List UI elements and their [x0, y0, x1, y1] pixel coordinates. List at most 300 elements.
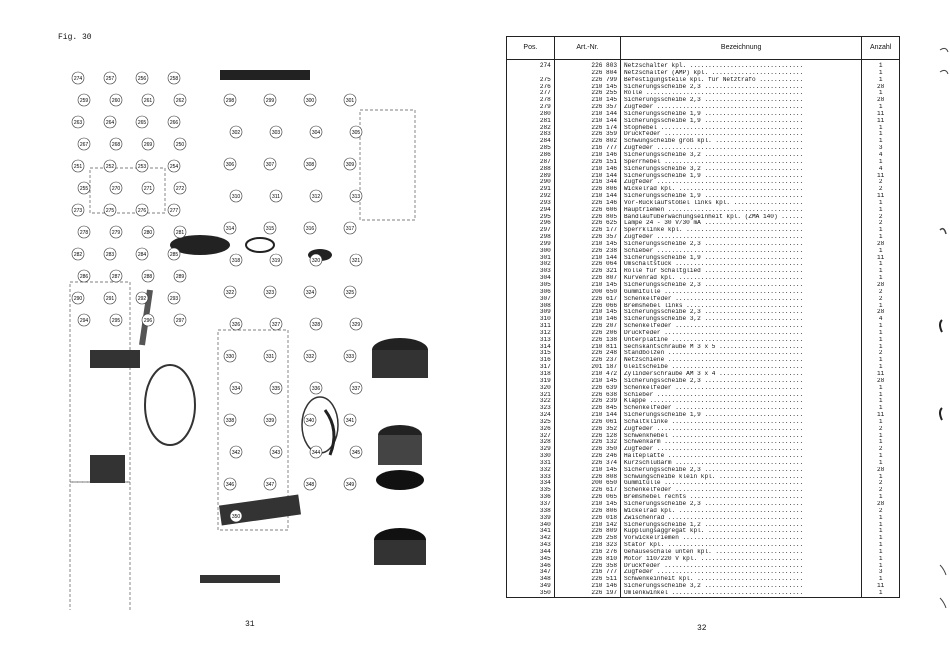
- part-main-belt: [145, 365, 195, 445]
- cell-pos: 344: [507, 549, 555, 556]
- cell-description: Sicherungsscheibe 2,3 ...........................: [621, 282, 862, 289]
- mid-callout-number: 315: [265, 225, 275, 232]
- cell-pos: 335: [507, 487, 555, 494]
- cell-pos: 321: [507, 392, 555, 399]
- header-art-nr: Art.-Nr.: [554, 37, 620, 60]
- cell-pos: 348: [507, 576, 555, 583]
- cell-art-nr: 226 321: [554, 268, 620, 275]
- cell-quantity: 28: [862, 501, 900, 508]
- cell-art-nr: 210 145: [554, 282, 620, 289]
- cell-quantity: 1: [862, 357, 900, 364]
- cell-description: Zugfeder ........................................: [621, 446, 862, 453]
- table-row: [507, 412, 900, 419]
- table-row: [507, 542, 900, 549]
- subassembly-box: [70, 282, 130, 482]
- cell-quantity: 28: [862, 378, 900, 385]
- cell-pos: [507, 70, 555, 77]
- table-row: [507, 556, 900, 563]
- cell-pos: 333: [507, 474, 555, 481]
- table-row: [507, 426, 900, 433]
- cell-pos: 285: [507, 145, 555, 152]
- cell-quantity: 1: [862, 125, 900, 132]
- cell-pos: 294: [507, 207, 555, 214]
- cell-pos: 296: [507, 220, 555, 227]
- cell-pos: 322: [507, 398, 555, 405]
- cell-description: Umlenkwinkel ....................................: [621, 590, 862, 597]
- cell-description: Wickelrad kpl. ..................................: [621, 186, 862, 193]
- table-row: [507, 179, 900, 186]
- cell-art-nr: 210 146: [554, 152, 620, 159]
- table-row: [507, 125, 900, 132]
- cell-pos: 297: [507, 227, 555, 234]
- cell-art-nr: 210 145: [554, 501, 620, 508]
- cell-pos: 283: [507, 131, 555, 138]
- cell-description: Schwenkarm ......................................: [621, 439, 862, 446]
- cell-art-nr: 216 344: [554, 179, 620, 186]
- cell-art-nr: 226 146: [554, 200, 620, 207]
- cell-description: Schenkelfeder ...................................: [621, 385, 862, 392]
- cell-quantity: 28: [862, 241, 900, 248]
- mid-callout-number: 300: [305, 97, 315, 104]
- cell-quantity: 1: [862, 590, 900, 597]
- left-callout-number: 255: [79, 185, 89, 192]
- cell-art-nr: 226 358: [554, 563, 620, 570]
- left-callout-number: 273: [73, 207, 83, 214]
- cell-pos: 276: [507, 84, 555, 91]
- table-row: [507, 60, 900, 70]
- cell-quantity: 1: [862, 90, 900, 97]
- mid-callout-number: 323: [265, 289, 275, 296]
- cell-art-nr: 226 808: [554, 474, 620, 481]
- table-row: [507, 344, 900, 351]
- cell-art-nr: 226 132: [554, 439, 620, 446]
- part-stator-body: [378, 435, 422, 465]
- cell-quantity: 1: [862, 131, 900, 138]
- cell-pos: 306: [507, 289, 555, 296]
- cell-quantity: 1: [862, 159, 900, 166]
- left-callout-number: 286: [79, 273, 89, 280]
- cell-pos: 346: [507, 563, 555, 570]
- left-callout-number: 267: [79, 141, 89, 148]
- part-wheel: [246, 238, 274, 252]
- cell-description: Sicherungsscheibe 3,2 ...........................: [621, 166, 862, 173]
- table-row: [507, 494, 900, 501]
- cell-quantity: 1: [862, 439, 900, 446]
- cell-description: Klappe ..........................................: [621, 398, 862, 405]
- cell-pos: 324: [507, 412, 555, 419]
- mid-callout-number: 326: [231, 321, 241, 328]
- table-row: [507, 453, 900, 460]
- cell-quantity: 1: [862, 227, 900, 234]
- cell-pos: 291: [507, 186, 555, 193]
- table-row: [507, 576, 900, 583]
- cell-pos: 340: [507, 522, 555, 529]
- mid-callout-number: 311: [272, 193, 280, 200]
- cell-quantity: 1: [862, 344, 900, 351]
- cell-description: Schwungscheibe groß kpl. ........................: [621, 138, 862, 145]
- cell-description: Halteplatte .....................................: [621, 453, 862, 460]
- cell-description: Sicherungsscheibe 2,3 ...........................: [621, 84, 862, 91]
- cell-quantity: 4: [862, 316, 900, 323]
- cell-description: Schieber ........................................: [621, 392, 862, 399]
- mid-callout-number: 310: [231, 193, 241, 200]
- cell-quantity: 1: [862, 70, 900, 77]
- right-page: [475, 0, 950, 672]
- mid-callout-number: 305: [351, 129, 361, 136]
- cell-art-nr: 226 807: [554, 275, 620, 282]
- cell-art-nr: 226 625: [554, 220, 620, 227]
- cell-description: Gehäuseschale unten kpl. ........................: [621, 549, 862, 556]
- cell-description: Kurvenrad kpl. ..................................: [621, 275, 862, 282]
- cell-pos: 295: [507, 214, 555, 221]
- cell-art-nr: 210 144: [554, 111, 620, 118]
- cell-description: Gleitscheibe ....................................: [621, 364, 862, 371]
- table-row: [507, 480, 900, 487]
- part-rail: [200, 575, 280, 583]
- cell-quantity: 1: [862, 200, 900, 207]
- mid-callout-number: 319: [271, 257, 281, 264]
- left-callout-number: 274: [73, 75, 83, 82]
- mid-callout-number: 306: [225, 161, 235, 168]
- cell-description: Vorwickelriemen .................................: [621, 535, 862, 542]
- mid-callout-number: 341: [345, 417, 355, 424]
- table-row: [507, 446, 900, 453]
- cell-description: Sicherungsscheibe 2,3 ...........................: [621, 241, 862, 248]
- mid-callout-number: 309: [345, 161, 355, 168]
- mid-callout-number: 320: [311, 257, 321, 264]
- cell-quantity: 1: [862, 330, 900, 337]
- cell-quantity: 11: [862, 193, 900, 200]
- cell-description: Gummitülle ......................................: [621, 289, 862, 296]
- cell-quantity: 1: [862, 303, 900, 310]
- table-row: [507, 220, 900, 227]
- cell-art-nr: 210 146: [554, 166, 620, 173]
- cell-description: Bremshebel rechts ...............................: [621, 494, 862, 501]
- mid-callout-number: 327: [271, 321, 281, 328]
- cell-description: Motor 110/220 V kpl. ............................: [621, 556, 862, 563]
- cell-quantity: 1: [862, 474, 900, 481]
- cell-description: Netzschalter kpl. ...............................: [621, 60, 862, 70]
- cell-description: Rolle für Schaltglied ...........................: [621, 268, 862, 275]
- cell-art-nr: 226 248: [554, 350, 620, 357]
- cell-pos: 290: [507, 179, 555, 186]
- mid-callout-number: 344: [311, 449, 321, 456]
- cell-quantity: 2: [862, 426, 900, 433]
- cell-quantity: 28: [862, 309, 900, 316]
- mid-callout-number: 312: [311, 193, 321, 200]
- cell-quantity: 1: [862, 556, 900, 563]
- cell-description: Druckfeder ......................................: [621, 131, 862, 138]
- table-row: [507, 138, 900, 145]
- cell-art-nr: 226 374: [554, 460, 620, 467]
- left-callout-number: 250: [175, 141, 185, 148]
- cell-pos: 301: [507, 255, 555, 262]
- cell-pos: 310: [507, 316, 555, 323]
- cell-art-nr: 210 144: [554, 118, 620, 125]
- cell-description: Kupplungsaggregat kpl. ..........................: [621, 528, 862, 535]
- cell-description: Sicherungsscheibe 2,3 ...........................: [621, 309, 862, 316]
- cell-art-nr: 210 811: [554, 344, 620, 351]
- table-row: [507, 97, 900, 104]
- cell-art-nr: 210 145: [554, 241, 620, 248]
- mid-callout-number: 318: [231, 257, 241, 264]
- table-row: [507, 131, 900, 138]
- cell-pos: 275: [507, 77, 555, 84]
- table-row: [507, 255, 900, 262]
- mid-callout-number: 340: [305, 417, 315, 424]
- cell-art-nr: 226 018: [554, 515, 620, 522]
- cell-pos: 317: [507, 364, 555, 371]
- cell-quantity: 2: [862, 220, 900, 227]
- table-row: [507, 200, 900, 207]
- cell-pos: 347: [507, 569, 555, 576]
- table-row: [507, 316, 900, 323]
- left-callout-number: 294: [79, 317, 89, 324]
- cell-quantity: 1: [862, 535, 900, 542]
- cell-description: Schenkelfeder ...................................: [621, 487, 862, 494]
- table-row: [507, 104, 900, 111]
- cell-quantity: 1: [862, 364, 900, 371]
- left-callout-number: 283: [105, 251, 115, 258]
- left-callout-number: 263: [73, 119, 83, 126]
- cell-description: Netzschiene .....................................: [621, 357, 862, 364]
- cell-art-nr: 226 128: [554, 433, 620, 440]
- cell-quantity: 1: [862, 207, 900, 214]
- cell-description: Vor-Rücklaufstößel links kpl. ...................: [621, 200, 862, 207]
- cell-pos: 343: [507, 542, 555, 549]
- table-row: [507, 528, 900, 535]
- left-callout-number: 275: [105, 207, 115, 214]
- left-callout-number: 272: [175, 185, 185, 192]
- header-pos: Pos.: [507, 37, 555, 60]
- cell-art-nr: 210 145: [554, 97, 620, 104]
- cell-art-nr: 210 146: [554, 316, 620, 323]
- cell-pos: 336: [507, 494, 555, 501]
- table-row: [507, 214, 900, 221]
- cell-pos: 305: [507, 282, 555, 289]
- left-callout-number: 297: [175, 317, 185, 324]
- cell-art-nr: 226 066: [554, 303, 620, 310]
- cell-quantity: 2: [862, 480, 900, 487]
- mid-callout-number: 328: [311, 321, 321, 328]
- subassembly-box: [70, 482, 130, 610]
- cell-pos: 279: [507, 104, 555, 111]
- subassembly-box: [360, 110, 415, 220]
- cell-art-nr: 226 810: [554, 556, 620, 563]
- table-row: [507, 364, 900, 371]
- cell-quantity: 2: [862, 296, 900, 303]
- mid-callout-number: 324: [305, 289, 315, 296]
- table-row: [507, 261, 900, 268]
- cell-description: Sicherungsscheibe 3,2 ...........................: [621, 316, 862, 323]
- part-motor-body: [374, 540, 426, 565]
- cell-art-nr: 226 803: [554, 60, 620, 70]
- cell-pos: 307: [507, 296, 555, 303]
- left-callout-number: 282: [73, 251, 83, 258]
- cell-quantity: 1: [862, 549, 900, 556]
- left-callout-number: 264: [105, 119, 115, 126]
- cell-art-nr: 216 777: [554, 145, 620, 152]
- table-row: [507, 323, 900, 330]
- cell-art-nr: 216 276: [554, 549, 620, 556]
- cell-pos: 327: [507, 433, 555, 440]
- cell-pos: 349: [507, 583, 555, 590]
- cell-description: Zugfeder ........................................: [621, 145, 862, 152]
- table-row: [507, 118, 900, 125]
- cell-quantity: 11: [862, 118, 900, 125]
- cell-quantity: 11: [862, 173, 900, 180]
- mid-callout-number: 301: [345, 97, 355, 104]
- cell-art-nr: 210 144: [554, 193, 620, 200]
- cell-quantity: 1: [862, 77, 900, 84]
- cell-pos: 320: [507, 385, 555, 392]
- binding-edge-marks: [930, 0, 950, 672]
- cell-description: Zugfeder ........................................: [621, 426, 862, 433]
- table-row: [507, 159, 900, 166]
- cell-description: Netzschalter (AMP) kpl. .........................: [621, 70, 862, 77]
- left-callout-number: 285: [169, 251, 179, 258]
- left-callout-number: 261: [143, 97, 153, 104]
- cell-description: Druckfeder ......................................: [621, 330, 862, 337]
- mid-callout-number: 339: [265, 417, 275, 424]
- cell-description: Lampe 24 - 30 V/30 mA ...........................: [621, 220, 862, 227]
- cell-quantity: 1: [862, 453, 900, 460]
- left-callout-number: 296: [143, 317, 153, 324]
- cell-pos: 350: [507, 590, 555, 597]
- cell-description: Sicherungsscheibe 2,3 ...........................: [621, 97, 862, 104]
- cell-description: Sperrhebel ......................................: [621, 159, 862, 166]
- cell-quantity: 1: [862, 275, 900, 282]
- cell-description: Sicherungsscheibe 1,9 ...........................: [621, 412, 862, 419]
- table-row: [507, 337, 900, 344]
- mid-callout-number: 334: [231, 385, 241, 392]
- parts-list-table: [506, 36, 900, 598]
- cell-quantity: 28: [862, 282, 900, 289]
- part-housing: [376, 470, 424, 490]
- cell-quantity: 1: [862, 522, 900, 529]
- cell-art-nr: 226 638: [554, 392, 620, 399]
- cell-pos: 292: [507, 193, 555, 200]
- cell-description: Sicherungsscheibe 2,3 ...........................: [621, 378, 862, 385]
- cell-quantity: 1: [862, 576, 900, 583]
- cell-art-nr: 210 472: [554, 371, 620, 378]
- cell-pos: 278: [507, 97, 555, 104]
- cell-pos: 326: [507, 426, 555, 433]
- cell-quantity: 1: [862, 104, 900, 111]
- left-callout-number: 295: [111, 317, 121, 324]
- table-row: [507, 405, 900, 412]
- table-row: [507, 227, 900, 234]
- left-callout-number: 260: [111, 97, 121, 104]
- cell-quantity: 4: [862, 152, 900, 159]
- left-callout-number: 277: [169, 207, 179, 214]
- cell-art-nr: 226 606: [554, 207, 620, 214]
- cell-art-nr: 226 177: [554, 227, 620, 234]
- left-callout-number: 289: [175, 273, 185, 280]
- left-callout-number: 258: [169, 75, 179, 82]
- table-row: [507, 350, 900, 357]
- table-row: [507, 487, 900, 494]
- cell-description: Sicherungsscheibe 1,9 ...........................: [621, 118, 862, 125]
- left-callout-number: 266: [169, 119, 179, 126]
- cell-pos: 286: [507, 152, 555, 159]
- cell-art-nr: 226 799: [554, 77, 620, 84]
- mid-callout-number: 342: [231, 449, 241, 456]
- cell-description: Schenkelfeder ...................................: [621, 296, 862, 303]
- table-row: [507, 535, 900, 542]
- cell-pos: 293: [507, 200, 555, 207]
- left-callout-number: 262: [175, 97, 185, 104]
- cell-pos: 325: [507, 419, 555, 426]
- cell-quantity: 1: [862, 419, 900, 426]
- cell-pos: 281: [507, 118, 555, 125]
- cell-pos: 341: [507, 528, 555, 535]
- table-row: [507, 439, 900, 446]
- cell-description: Sechskantschraube M 3 x 5 .......................: [621, 344, 862, 351]
- mid-callout-number: 321: [351, 257, 361, 264]
- cell-art-nr: 226 617: [554, 296, 620, 303]
- mid-callout-number: 303: [271, 129, 281, 136]
- cell-art-nr: 226 806: [554, 186, 620, 193]
- cell-pos: 287: [507, 159, 555, 166]
- table-row: [507, 501, 900, 508]
- table-row: [507, 173, 900, 180]
- table-row: [507, 241, 900, 248]
- part-clutch-body: [372, 350, 428, 378]
- cell-art-nr: 226 151: [554, 159, 620, 166]
- cell-quantity: 28: [862, 467, 900, 474]
- left-callout-number: 253: [137, 163, 147, 170]
- cell-quantity: 1: [862, 60, 900, 70]
- mid-callout-number: 314: [225, 225, 235, 232]
- left-callout-number: 284: [137, 251, 147, 258]
- cell-pos: 289: [507, 173, 555, 180]
- table-row: [507, 186, 900, 193]
- table-row: [507, 145, 900, 152]
- mid-callout-number: 332: [305, 353, 315, 360]
- mid-callout-number: 317: [345, 225, 355, 232]
- cell-pos: 312: [507, 330, 555, 337]
- cell-art-nr: 226 138: [554, 337, 620, 344]
- cell-pos: 337: [507, 501, 555, 508]
- cell-pos: 319: [507, 378, 555, 385]
- cell-art-nr: 226 359: [554, 131, 620, 138]
- table-row: [507, 392, 900, 399]
- cell-quantity: 28: [862, 84, 900, 91]
- table-row: [507, 460, 900, 467]
- cell-art-nr: 200 650: [554, 480, 620, 487]
- cell-pos: 318: [507, 371, 555, 378]
- cell-art-nr: 210 144: [554, 412, 620, 419]
- cell-description: Rolle ...........................................: [621, 90, 862, 97]
- table-row: [507, 309, 900, 316]
- mid-callout-number: 350: [231, 513, 241, 520]
- cell-description: Zugfeder ........................................: [621, 234, 862, 241]
- cell-pos: 311: [507, 323, 555, 330]
- cell-pos: 277: [507, 90, 555, 97]
- cell-quantity: 1: [862, 528, 900, 535]
- left-callout-number: 256: [137, 75, 147, 82]
- cell-description: Stophebel .......................................: [621, 125, 862, 132]
- cell-quantity: 11: [862, 371, 900, 378]
- cell-pos: 300: [507, 248, 555, 255]
- cell-description: Standbolzen .....................................: [621, 350, 862, 357]
- cell-pos: 280: [507, 111, 555, 118]
- cell-description: Schenkelfeder ...................................: [621, 323, 862, 330]
- table-row: [507, 330, 900, 337]
- part-switch: [90, 350, 140, 368]
- table-row: [507, 234, 900, 241]
